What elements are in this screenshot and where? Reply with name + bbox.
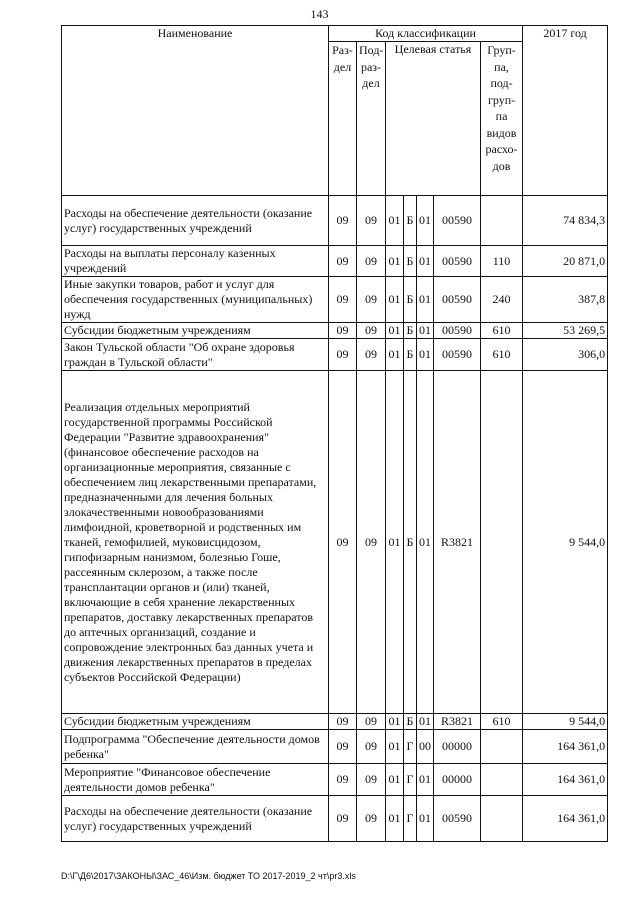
row-expense-group: 610 (481, 339, 523, 371)
row-name: Закон Тульской области "Об охране здоровья граждан в Тульской области" (62, 339, 329, 371)
row-name: Подпрограмма "Обеспечение деятельности домов ребенка" (62, 730, 329, 764)
table-row (62, 764, 608, 796)
row-program: 01 (386, 730, 404, 764)
table-body (62, 196, 608, 842)
row-event: 01 (417, 323, 434, 339)
row-subsection: 09 (357, 339, 386, 371)
row-section: 09 (329, 796, 357, 842)
row-program: 01 (386, 196, 404, 246)
row-program: 01 (386, 714, 404, 730)
row-subsection: 09 (357, 371, 386, 714)
row-subprogram: Г (404, 764, 417, 796)
table-row (62, 714, 608, 730)
row-amount: 20 871,0 (523, 246, 608, 277)
budget-table (61, 25, 608, 842)
row-amount: 74 834,3 (523, 196, 608, 246)
row-event: 01 (417, 764, 434, 796)
header-year: 2017 год (523, 26, 608, 196)
row-subsection: 09 (357, 764, 386, 796)
table-row (62, 796, 608, 842)
table-row (62, 371, 608, 714)
row-direction: R3821 (434, 714, 481, 730)
row-subprogram: Г (404, 730, 417, 764)
header-section: Раз- дел (329, 42, 357, 196)
row-expense-group: 610 (481, 714, 523, 730)
row-subprogram: Г (404, 796, 417, 842)
row-direction: 00000 (434, 730, 481, 764)
row-event: 01 (417, 796, 434, 842)
row-expense-group: 610 (481, 323, 523, 339)
row-amount: 164 361,0 (523, 764, 608, 796)
row-amount: 164 361,0 (523, 796, 608, 842)
row-amount: 53 269,5 (523, 323, 608, 339)
row-direction: 00590 (434, 277, 481, 323)
row-expense-group (481, 371, 523, 714)
row-expense-group (481, 196, 523, 246)
table-row (62, 196, 608, 246)
row-amount: 9 544,0 (523, 714, 608, 730)
row-expense-group (481, 730, 523, 764)
table-row (62, 323, 608, 339)
row-direction: 00590 (434, 246, 481, 277)
table-row (62, 277, 608, 323)
row-event: 01 (417, 371, 434, 714)
table-row (62, 730, 608, 764)
row-direction: 00590 (434, 323, 481, 339)
header-target: Целевая статья (386, 42, 481, 196)
row-subsection: 09 (357, 796, 386, 842)
row-section: 09 (329, 277, 357, 323)
row-subprogram: Б (404, 246, 417, 277)
row-subsection: 09 (357, 730, 386, 764)
row-subprogram: Б (404, 277, 417, 323)
row-program: 01 (386, 371, 404, 714)
page-number: 143 (310, 7, 329, 21)
row-event: 00 (417, 730, 434, 764)
row-expense-group (481, 796, 523, 842)
row-name: Мероприятие "Финансовое обеспечение деятельности домов ребенка" (62, 764, 329, 796)
row-section: 09 (329, 246, 357, 277)
row-event: 01 (417, 196, 434, 246)
row-event: 01 (417, 277, 434, 323)
row-subsection: 09 (357, 277, 386, 323)
row-subsection: 09 (357, 323, 386, 339)
row-section: 09 (329, 339, 357, 371)
header-expense-group: Груп- па, под- груп- па видов расхо- дов (481, 42, 523, 196)
row-direction: R3821 (434, 371, 481, 714)
row-subsection: 09 (357, 196, 386, 246)
row-program: 01 (386, 339, 404, 371)
row-amount: 387,8 (523, 277, 608, 323)
row-amount: 164 361,0 (523, 730, 608, 764)
row-name: Расходы на обеспечение деятельности (оказание услуг) государственных учреждений (62, 796, 329, 842)
row-direction: 00590 (434, 339, 481, 371)
row-program: 01 (386, 246, 404, 277)
row-direction: 00590 (434, 196, 481, 246)
row-subprogram: Б (404, 196, 417, 246)
header-code: Код классификации (329, 26, 523, 42)
row-subsection: 09 (357, 714, 386, 730)
row-section: 09 (329, 196, 357, 246)
row-section: 09 (329, 730, 357, 764)
row-section: 09 (329, 764, 357, 796)
row-subprogram: Б (404, 371, 417, 714)
row-subprogram: Б (404, 714, 417, 730)
header-name: Наименование (62, 26, 329, 196)
row-subprogram: Б (404, 339, 417, 371)
row-event: 01 (417, 339, 434, 371)
row-section: 09 (329, 714, 357, 730)
row-name: Субсидии бюджетным учреждениям (62, 323, 329, 339)
header-row-top (62, 26, 608, 42)
row-name: Реализация отдельных мероприятий государственной программы Российской Федерации "Развитие здравоохранения" (финансовое обеспечение расходов на организационные мероприятия, связанные с обеспечением лиц лекарственными препаратами, предназначенными для лечения больных злокачественными новообразованиями лимфоидной, кроветворной и родственных им тканей, гемофилией, муковисцидозом, гипофизарным нанизмом, болезнью Гоше, рассеянным склерозом, а также после трансплантации органов и (или) тканей, включающие в себя хранение лекарственных препаратов, доставку лекарственных препаратов до аптечных организаций, создание и сопровождение электронных баз данных учета и движения лекарственных препаратов в пределах субъектов Российской Федерации) (62, 371, 329, 714)
row-program: 01 (386, 323, 404, 339)
row-expense-group: 240 (481, 277, 523, 323)
row-program: 01 (386, 796, 404, 842)
row-name: Субсидии бюджетным учреждениям (62, 714, 329, 730)
table-row (62, 246, 608, 277)
row-section: 09 (329, 371, 357, 714)
header-subsection: Под- раз- дел (357, 42, 386, 196)
row-name: Расходы на обеспечение деятельности (оказание услуг) государственных учреждений (62, 196, 329, 246)
row-name: Расходы на выплаты персоналу казенных учреждений (62, 246, 329, 277)
footer-file-path: D:\Г\Д6\2017\ЗАКОНЫ\ЗАС_46\Изм. бюджет ТО 2017-2019_2 чт\pr3.xls (61, 871, 356, 881)
row-program: 01 (386, 764, 404, 796)
row-program: 01 (386, 277, 404, 323)
row-subprogram: Б (404, 323, 417, 339)
row-name: Иные закупки товаров, работ и услуг для обеспечения государственных (муниципальных) нужд (62, 277, 329, 323)
row-event: 01 (417, 714, 434, 730)
row-event: 01 (417, 246, 434, 277)
row-expense-group (481, 764, 523, 796)
row-amount: 9 544,0 (523, 371, 608, 714)
row-section: 09 (329, 323, 357, 339)
row-direction: 00000 (434, 764, 481, 796)
row-direction: 00590 (434, 796, 481, 842)
row-expense-group: 110 (481, 246, 523, 277)
row-amount: 306,0 (523, 339, 608, 371)
row-subsection: 09 (357, 246, 386, 277)
table-row (62, 339, 608, 371)
